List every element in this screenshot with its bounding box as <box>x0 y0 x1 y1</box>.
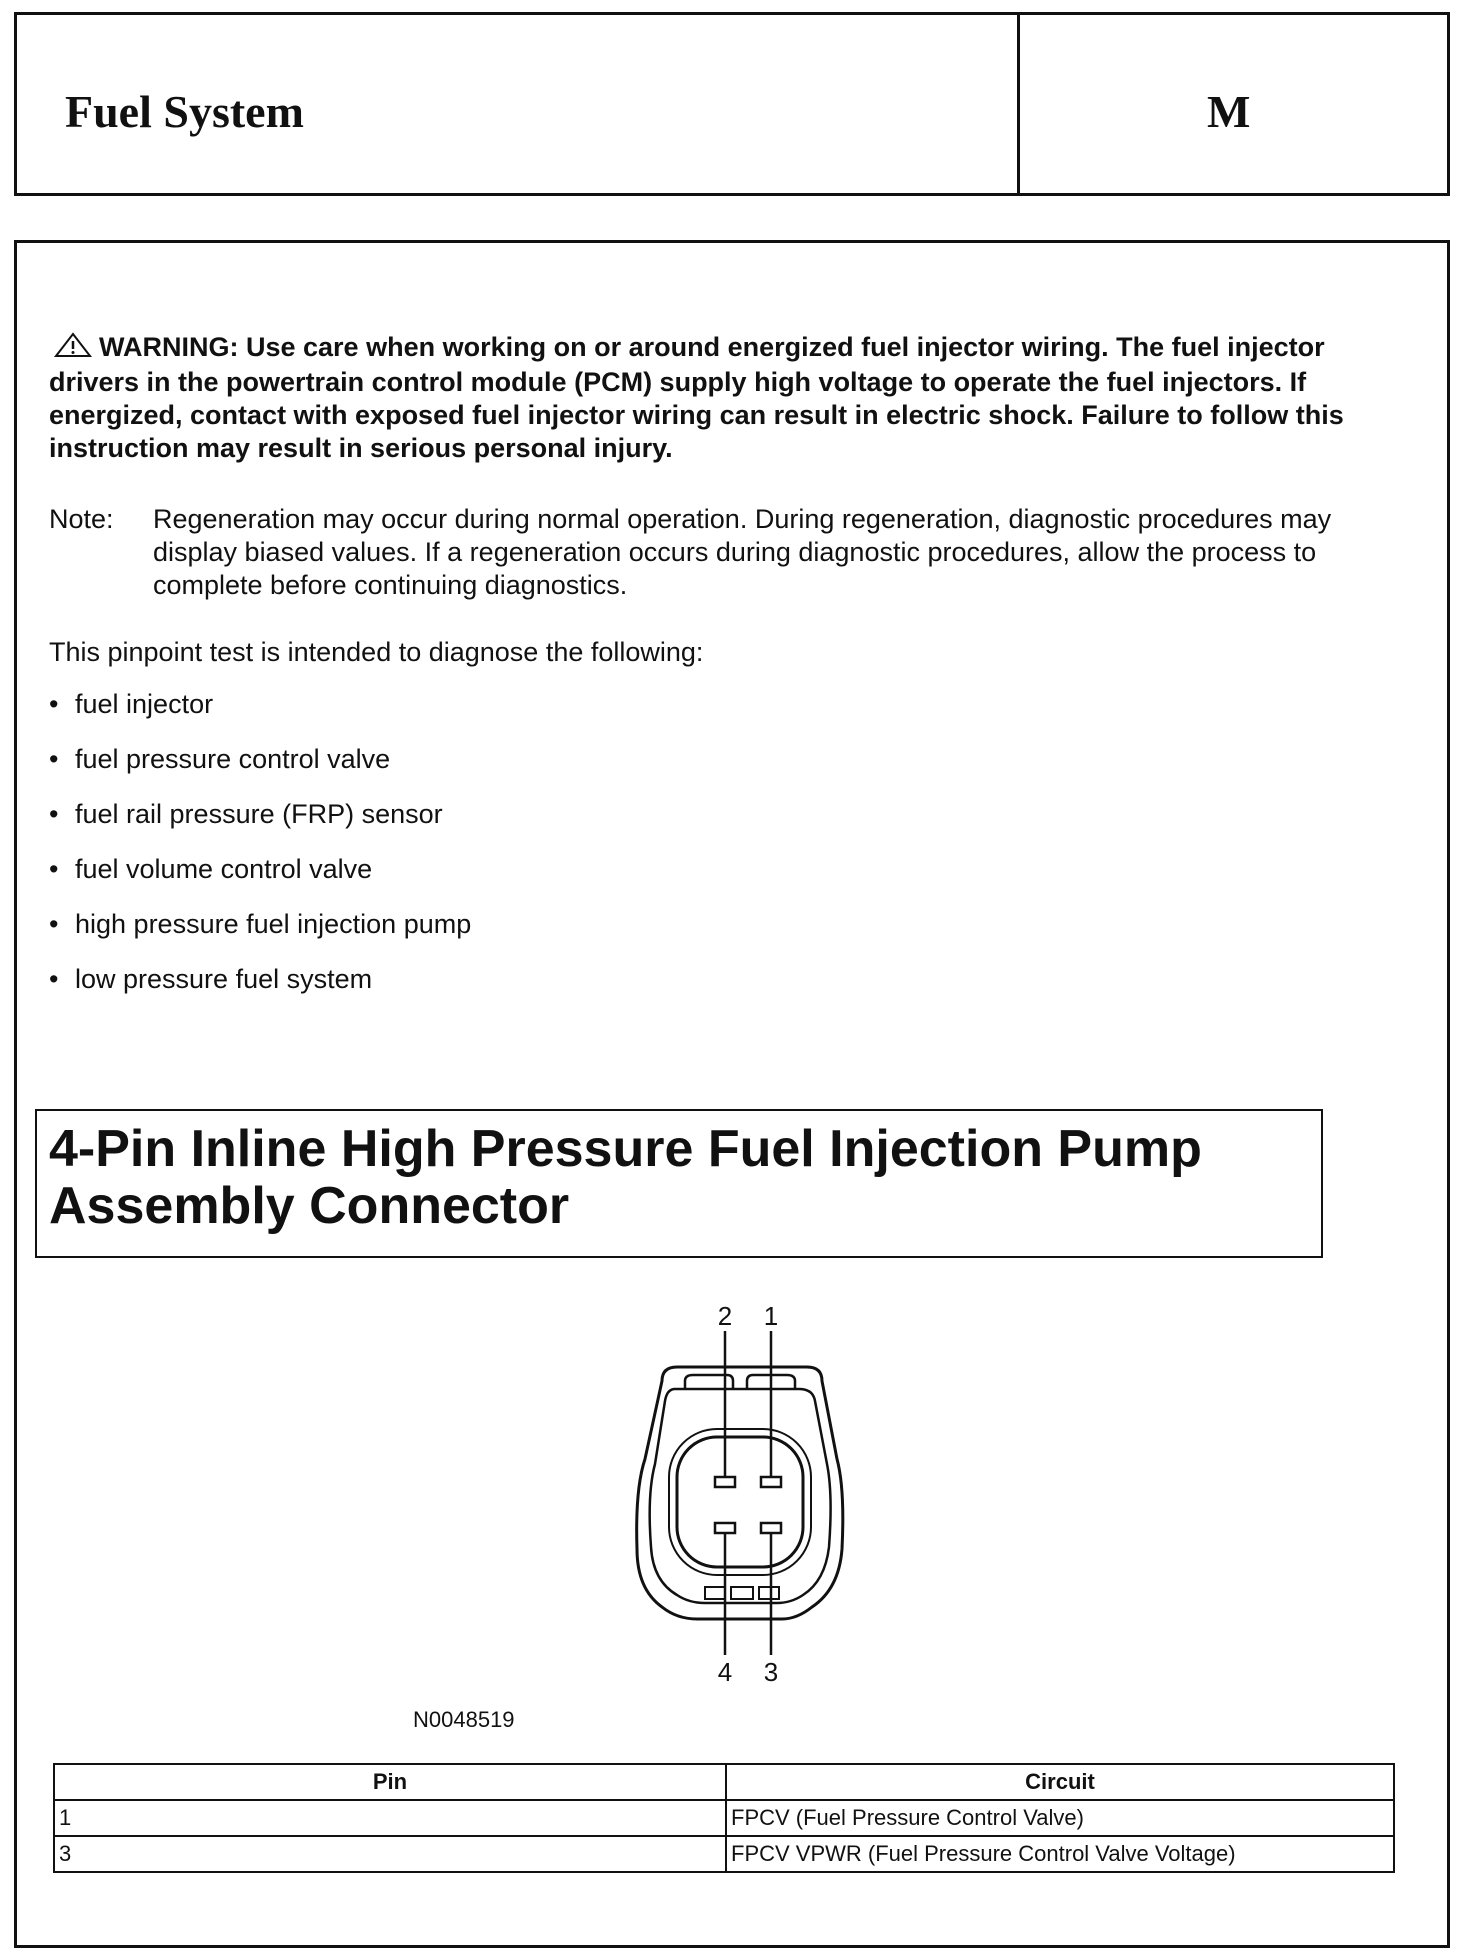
header-title: Fuel System <box>65 86 304 137</box>
pin-3-terminal <box>761 1523 781 1533</box>
list-item-text: fuel pressure control valve <box>75 744 391 774</box>
header-divider <box>1017 15 1020 193</box>
note-text: Regeneration may occur during normal operation. During regeneration, diagnostic procedures may display biased values. If a regeneration occurs during diagnostic procedures, allow the process to complete before continuing diagnostics. <box>153 504 1332 600</box>
bullet-icon: • <box>49 854 59 884</box>
section-heading-box <box>35 1109 1323 1258</box>
list-item <box>49 798 471 853</box>
list-item-text: fuel volume control valve <box>75 854 373 884</box>
note-block <box>49 503 1409 602</box>
connector-keys <box>705 1587 725 1599</box>
section-title: 4-Pin Inline High Pressure Fuel Injection Pump Assembly Connector <box>49 1120 1202 1235</box>
pin-label-2: 2 <box>717 1301 733 1331</box>
warning-triangle-icon <box>53 332 93 366</box>
diagnose-list <box>49 688 471 1018</box>
figure-id: N0048519 <box>413 1707 515 1732</box>
bullet-icon: • <box>49 909 59 939</box>
bullet-icon: • <box>49 799 59 829</box>
list-item <box>49 688 471 743</box>
bullet-icon: • <box>49 964 59 994</box>
pin-label-4: 4 <box>717 1657 733 1687</box>
circuit-cell: FPCV (Fuel Pressure Control Valve) <box>726 1800 1394 1836</box>
pin-4-terminal <box>715 1523 735 1533</box>
list-item <box>49 963 471 1018</box>
warning-text: WARNING: Use care when working on or around energized fuel injector wiring. The fuel injector drivers in the powertrain control module (PCM) supply high voltage to operate the fuel injectors. If energized, contact with exposed fuel injector wiring can result in electric shock. Failure to follow this instruction may result in serious personal injury. <box>49 332 1344 463</box>
intro-text: This pinpoint test is intended to diagnose the following: <box>49 637 704 667</box>
pin-1-terminal <box>761 1477 781 1487</box>
table-header-row <box>54 1764 1394 1800</box>
list-item-text: fuel rail pressure (FRP) sensor <box>75 799 443 829</box>
list-item <box>49 908 471 963</box>
pin-2-terminal <box>715 1477 735 1487</box>
column-header-circuit: Circuit <box>726 1764 1394 1800</box>
list-item <box>49 853 471 908</box>
connector-cavity <box>677 1437 803 1567</box>
warning-paragraph <box>49 331 1409 465</box>
table-row <box>54 1836 1394 1872</box>
circuit-cell: FPCV VPWR (Fuel Pressure Control Valve Voltage) <box>726 1836 1394 1872</box>
bullet-icon: • <box>49 744 59 774</box>
bullet-icon: • <box>49 689 59 719</box>
connector-diagram <box>617 1289 877 1689</box>
pin-label-1: 1 <box>763 1301 779 1331</box>
list-item-text: low pressure fuel system <box>75 964 373 994</box>
page-header <box>14 12 1450 196</box>
pin-circuit-table <box>53 1763 1395 1873</box>
column-header-pin: Pin <box>54 1764 726 1800</box>
note-label: Note: <box>49 504 114 534</box>
pin-label-3: 3 <box>763 1657 779 1687</box>
list-item <box>49 743 471 798</box>
table-row <box>54 1800 1394 1836</box>
list-item-text: fuel injector <box>75 689 214 719</box>
pin-cell: 3 <box>54 1836 726 1872</box>
section-letter: M <box>1207 86 1251 137</box>
list-item-text: high pressure fuel injection pump <box>75 909 472 939</box>
pin-cell: 1 <box>54 1800 726 1836</box>
content-frame <box>14 240 1450 1948</box>
